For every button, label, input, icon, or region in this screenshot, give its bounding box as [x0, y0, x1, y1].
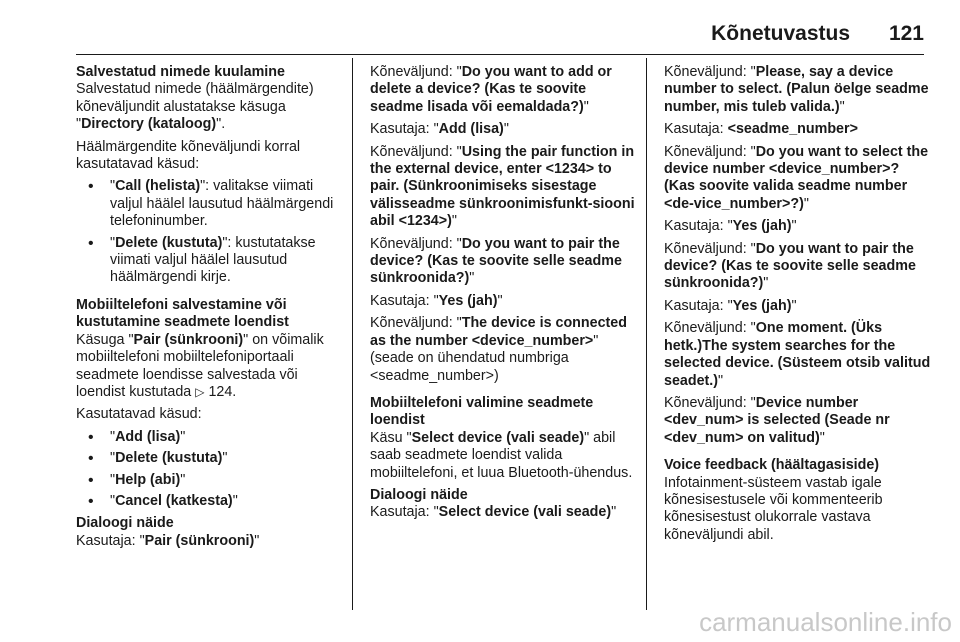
header-rule: [76, 54, 924, 55]
list-item: • "Add (lisa)": [76, 429, 346, 446]
paragraph-voice-feedback: Infotainment-süsteem vastab igale kõnesisestusele või kommenteerib kõnesisestust olukorrale vastava kõneväljundi abil.: [664, 474, 883, 543]
column-1: [76, 64, 346, 555]
dialog-line-voice: Kõneväljund: "Using the pair function in the external device, enter <1234> to pair. (Sünkroonimiseks sisestage välisseadme sünkroonimisfunkt-siooni abil <1234>)": [370, 143, 635, 230]
paragraph-select-device: Käsu "Select device (vali seade)" abil saab seadmete loendist valida mobiiltelefoni, et luua Bluetooth-ühendus.: [370, 429, 633, 481]
page-title: Kõnetuvastus: [711, 22, 850, 45]
dialog-line-user: Kasutaja: "Yes (jah)": [664, 218, 797, 235]
list-item: • "Call (helista)": valitakse viimati valjul häälel lausutud häälmärgendi telefoninumber.: [76, 178, 346, 230]
dialog-line-voice: Kõneväljund: "Please, say a device number to select. (Palun öelge seadme number, mis tuleb valida.)": [664, 64, 929, 115]
list-item: • "Help (abi)": [76, 472, 346, 489]
command-list-pairing: [76, 429, 346, 511]
page-number: 121: [888, 22, 924, 45]
paragraph-available-commands: Kasutatavad käsud:: [76, 406, 202, 423]
paragraph-mobile-pairing: Käsuga "Pair (sünkrooni)" on võimalik mobiiltelefoni mobiiltelefoniportaali seadmete loendisse salvestada või loendist kustutada ▷ 124.: [76, 331, 324, 400]
list-item: • "Delete (kustuta)": [76, 450, 346, 467]
section-heading-dialog-example: Dialoogi näide: [370, 486, 468, 503]
dialog-line-voice: Kõneväljund: "Device number <dev_num> is selected (Seade nr <dev_num> on valitud)": [664, 394, 890, 446]
dialog-line-user: Kasutaja: "Yes (jah)": [664, 297, 797, 314]
column-divider-1: [352, 58, 353, 610]
column-divider-2: [646, 58, 647, 610]
dialog-line-voice: Kõneväljund: "Do you want to select the device number <device_number>? (Kas soovite valida seadme number <de-vice_number>?)": [664, 143, 929, 212]
dialog-line-user: Kasutaja: <seadme_number>: [664, 121, 858, 138]
dialog-line-voice: Kõneväljund: "Do you want to add or delete a device? (Kas te soovite seadme lisada või eemaldada?)": [370, 64, 612, 115]
command-list-voicetags: [76, 178, 346, 286]
list-item: • "Cancel (katkesta)": [76, 493, 346, 510]
section-heading-voice-feedback: Voice feedback (häältagasiside): [664, 457, 880, 474]
dialog-line-voice: Kõneväljund: "Do you want to pair the device? (Kas te soovite selle seadme sünkroonida?)": [370, 235, 622, 287]
dialog-line-voice: Kõneväljund: "Do you want to pair the device? (Kas te soovite selle seadme sünkroonida?)": [664, 240, 916, 292]
dialog-line-user: Kasutaja: "Add (lisa)": [370, 121, 509, 138]
dialog-line-voice: Kõneväljund: "One moment. (Üks hetk.)The system searches for the selected device. (Süsteem otsib valitud seadet.)": [664, 320, 931, 389]
watermark: carmanualsonline.info: [699, 607, 952, 637]
paragraph-commands-intro: Häälmärgendite kõneväljundi korral kasutatavad käsud:: [76, 138, 301, 173]
dialog-line-user: Kasutaja: "Pair (sünkrooni)": [76, 532, 260, 549]
list-item: • "Delete (kustuta)": kustutatakse viimati valjul häälel lausutud häälmärgendi kirje.: [76, 235, 346, 287]
section-heading-select-device: Mobiiltelefoni valimine seadmete loendist: [370, 394, 594, 429]
dialog-line-voice: Kõneväljund: "The device is connected as the number <device_number>" (seade on ühendatud numbriga <seadme_number>): [370, 315, 627, 384]
page-ref-arrow-icon: ▷: [195, 384, 205, 399]
column-3: [664, 64, 934, 549]
section-heading-dialog-example: Dialoogi näide: [76, 515, 174, 532]
paragraph-saved-names: Salvestatud nimede (häälmärgendite) kõneväljundit alustatakse käsuga "Directory (kataloog)".: [76, 81, 314, 133]
page-header: [0, 0, 960, 56]
dialog-line-user: Kasutaja: "Yes (jah)": [370, 292, 503, 309]
section-heading-saved-names: Salvestatud nimede kuulamine: [76, 64, 285, 80]
dialog-line-user: Kasutaja: "Select device (vali seade)": [370, 504, 617, 521]
column-2: [370, 64, 640, 527]
section-heading-mobile-pairing: Mobiiltelefoni salvestamine või kustutamine seadmete loendist: [76, 296, 289, 331]
